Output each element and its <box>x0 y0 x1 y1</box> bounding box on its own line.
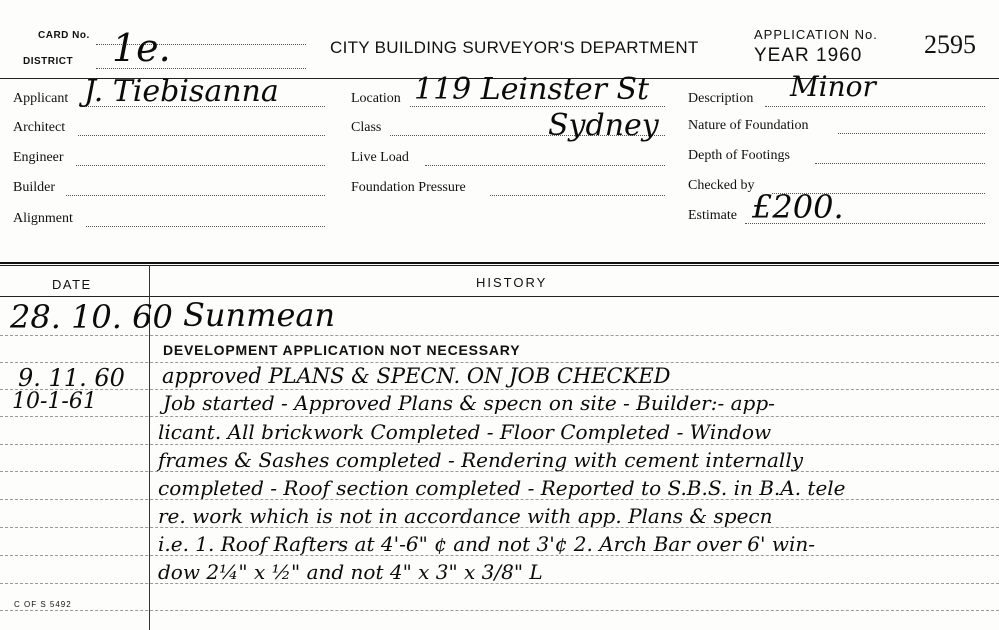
class-label: Class <box>351 120 382 135</box>
builder-label: Builder <box>13 180 55 195</box>
year-label: YEAR 1960 <box>754 45 863 66</box>
live-load-label: Live Load <box>351 150 409 165</box>
application-no-label: APPLICATION No. <box>754 27 878 42</box>
district-value: 1e. <box>112 26 171 70</box>
applicant-value: J. Tiebisanna <box>84 74 279 109</box>
history-column-header: HISTORY <box>476 275 548 290</box>
estimate-label: Estimate <box>688 208 737 223</box>
form-number: C OF S 5492 <box>14 600 72 609</box>
card-no-label: CARD No. <box>38 30 90 41</box>
history-text-line: licant. All brickwork Completed - Floor Completed - Window <box>158 420 772 444</box>
depth-of-footings-label: Depth of Footings <box>688 148 790 163</box>
history-date: 9. 11. 60 <box>18 364 125 392</box>
engineer-label: Engineer <box>13 150 64 165</box>
date-column-header: DATE <box>52 277 92 292</box>
estimate-value: £200. <box>752 188 844 226</box>
nature-of-foundation-label: Nature of Foundation <box>688 118 809 133</box>
alignment-label: Alignment <box>13 211 73 226</box>
history-text-line: frames & Sashes completed - Rendering with cement internally <box>158 448 804 472</box>
history-text-line: i.e. 1. Roof Rafters at 4'-6" ¢ and not 3'¢ 2. Arch Bar over 6' win- <box>158 532 816 556</box>
description-label: Description <box>688 91 754 106</box>
history-text-line: completed - Roof section completed - Reported to S.B.S. in B.A. tele <box>158 476 846 500</box>
district-label: DISTRICT <box>23 56 74 67</box>
history-text-line: dow 2¼" x ½" and not 4" x 3" x 3/8" L <box>158 560 543 584</box>
architect-label: Architect <box>13 120 66 135</box>
history-text-line: Job started - Approved Plans & specn on site - Builder:- app- <box>163 391 775 415</box>
history-text-line: re. work which is not in accordance with app. Plans & specn <box>158 504 773 528</box>
checked-by-label: Checked by <box>688 178 755 193</box>
history-date: 28. 10. 60 <box>10 298 173 336</box>
history-stamp: DEVELOPMENT APPLICATION NOT NECESSARY <box>163 342 521 358</box>
location-label: Location <box>351 91 401 106</box>
location-value-line1: 119 Leinster St <box>414 72 650 107</box>
history-text: Sunmean <box>183 296 336 334</box>
department-title: CITY BUILDING SURVEYOR'S DEPARTMENT <box>330 38 699 57</box>
history-text: approved PLANS & SPECN. ON JOB CHECKED <box>162 364 671 388</box>
history-date: 10-1-61 <box>12 389 97 414</box>
applicant-label: Applicant <box>13 91 69 106</box>
application-number: 2595 <box>924 30 976 59</box>
location-value-line2: Sydney <box>548 108 659 143</box>
foundation-pressure-label: Foundation Pressure <box>351 180 466 195</box>
description-value: Minor <box>790 70 876 103</box>
